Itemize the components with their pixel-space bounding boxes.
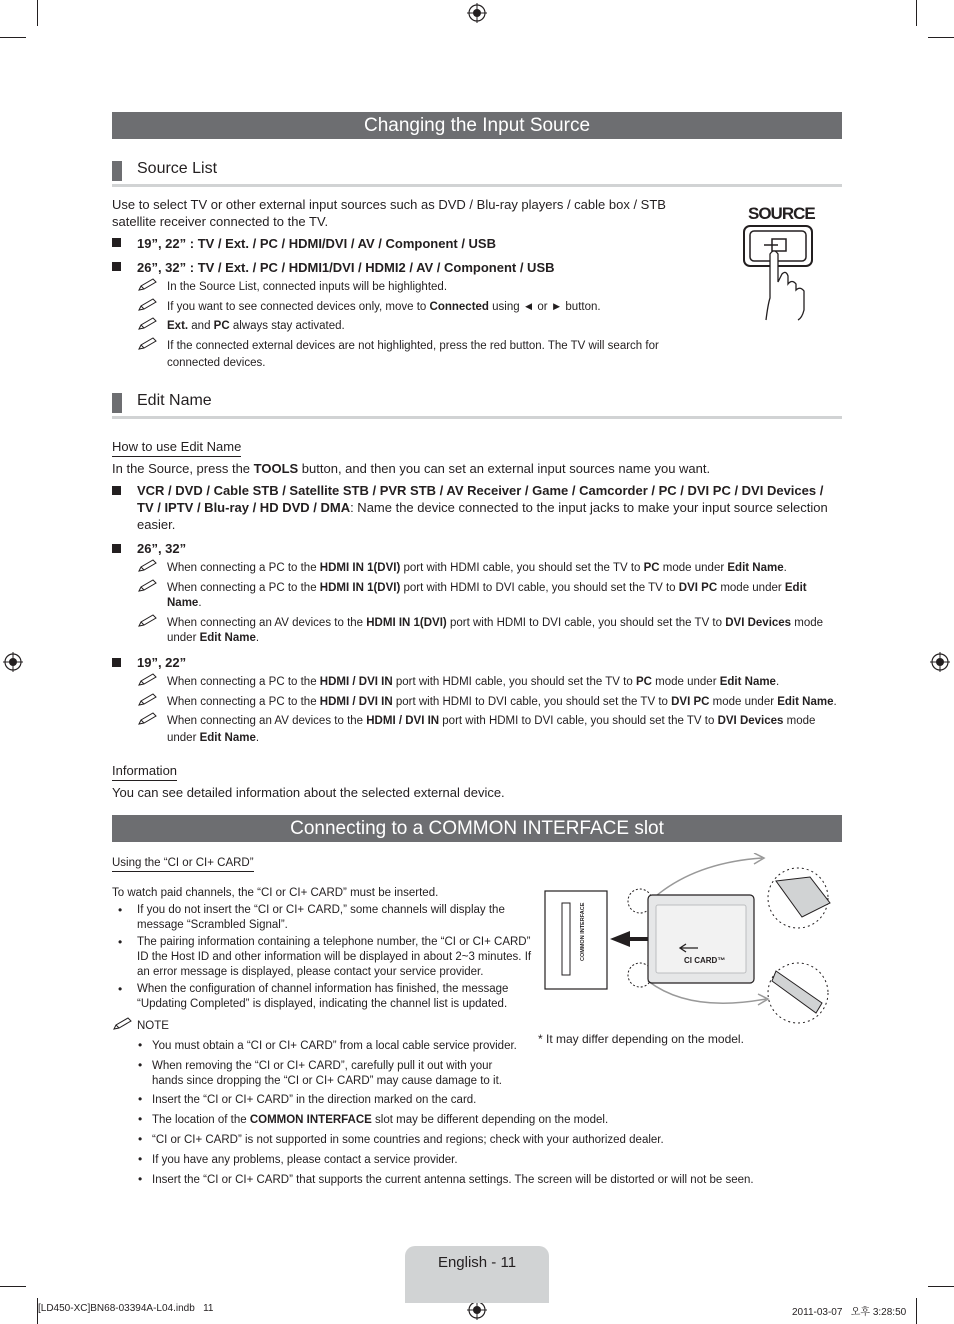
note-text: When connecting a PC to the HDMI / DVI IN port with HDMI cable, you should set the TV to PC mode under Edit Name. [167,676,780,688]
crop-mark [916,0,917,26]
note-pencil-icon [137,278,159,292]
note-pencil-icon [137,693,159,707]
note-text: Ext. and PC always stay activated. [167,320,345,332]
ci-note: When removing the “CI or CI+ CARD”, carefully pull it out with your [152,1060,493,1072]
ci-bullet-line: message “Scrambled Signal”. [137,919,288,931]
subsection-heading [112,160,842,187]
heading-text: Source List [137,160,218,177]
bullet-square-icon [112,486,121,495]
ci-bullet-line: When the configuration of channel information has finished, the message [137,983,509,995]
source-label: SOURCE [748,204,815,223]
bullet-dot-icon: • [138,1152,143,1166]
note-pencil-icon [137,673,159,687]
bullet-dot-icon: • [138,1132,143,1146]
size-bullet: 26”, 32” [137,541,187,556]
diagram-caption: * It may differ depending on the model. [538,1032,744,1046]
note-text: When connecting an AV devices to the HDMI IN 1(DVI) port with HDMI to DVI cable, you should set the TV to DVI Devices mode [167,617,824,629]
file-info: [LD450-XC]BN68-03394A-L04.indb 11 [38,1303,214,1314]
note-text: When connecting a PC to the HDMI IN 1(DVI) port with HDMI to DVI cable, you should set the TV to DVI PC mode under Edit [167,582,807,594]
note-text: Name. [167,597,202,609]
bullet-dot-icon: • [138,1058,143,1072]
source-button-illustration [742,202,822,327]
note-text: In the Source List, connected inputs will be highlighted. [167,281,448,293]
information-text: You can see detailed information about the selected external device. [112,785,505,800]
note-pencil-icon [137,579,159,593]
note-pencil-icon [137,712,159,726]
registration-mark-icon [3,652,23,672]
information-heading: Information [112,763,177,781]
ci-note: Insert the “CI or CI+ CARD” that supports the current antenna settings. The screen will be distorted or will not be seen. [152,1174,754,1186]
bullet-dot-icon: • [118,935,123,949]
note-pencil-icon [112,1017,134,1031]
bullet-square-icon [112,262,121,271]
registration-mark-icon [467,1300,487,1320]
ci-bullet-line: “Updating Completed” is displayed, indicating the channel list is updated. [137,998,508,1010]
crop-mark [0,1286,26,1287]
note-text: under Edit Name. [167,732,260,744]
ci-bullet-line: If you do not insert the “CI or CI+ CARD,” some channels will display the [137,904,505,916]
note-text: under Edit Name. [167,632,260,644]
bullet-dot-icon: • [138,1112,143,1126]
heading-marker [112,393,122,413]
bullet-dot-icon: • [118,903,123,917]
bullet-square-icon [112,658,121,667]
bullet-dot-icon: • [138,1038,143,1052]
note-text: When connecting a PC to the HDMI / DVI IN port with HDMI to DVI cable, you should set the TV to DVI PC mode under Edit Name. [167,696,837,708]
heading-marker [112,161,122,181]
page-number-tab [405,1246,549,1303]
bullet-dot-icon: • [138,1172,143,1186]
bullet-dot-icon: • [138,1092,143,1106]
source-button-icon [742,224,822,324]
note-pencil-icon [137,337,159,351]
section-title: Connecting to a COMMON INTERFACE slot [112,815,842,842]
note-pencil-icon [137,559,159,573]
note-pencil-icon [137,614,159,628]
crop-mark [928,1286,954,1287]
registration-mark-icon [467,3,487,23]
slot-label: COMMON INTERFACE [580,902,586,961]
crop-mark [916,1298,917,1324]
using-heading: Using the “CI or CI+ CARD” [112,857,254,872]
note-pencil-icon [137,298,159,312]
crop-mark [0,37,26,38]
note-text: When connecting an AV devices to the HDMI / DVI IN port with HDMI to DVI cable, you should set the TV to DVI Devices mode [167,715,816,727]
page-number: English - 11 [437,1254,517,1271]
ci-note: You must obtain a “CI or CI+ CARD” from a local cable service provider. [152,1040,517,1052]
ci-bullet-line: The pairing information containing a telephone number, the “CI or CI+ CARD” [137,936,531,948]
ci-note: If you have any problems, please contact a service provider. [152,1154,458,1166]
note-label: NOTE [137,1020,169,1032]
crop-mark [37,0,38,26]
crop-mark [928,37,954,38]
note-text: If you want to see connected devices only, move to Connected using ◄ or ► button. [167,301,601,313]
ci-note: “CI or CI+ CARD” is not supported in some countries and regions; check with your authorized dealer. [152,1134,664,1146]
print-datetime: 2011-03-07 오후 3:28:50 [792,1307,907,1318]
card-label: CI CARD™ [684,956,726,965]
bullet-square-icon [112,544,121,553]
source-list-bullet: 19”, 22” : TV / Ext. / PC / HDMI/DVI / AV / Component / USB [137,236,496,251]
section-title: Changing the Input Source [112,112,842,139]
heading-text: Edit Name [137,392,212,409]
ci-note: Insert the “CI or CI+ CARD” in the direction marked on the card. [152,1094,477,1106]
bullet-square-icon [112,238,121,247]
how-to-heading: How to use Edit Name [112,439,241,457]
ci-note: The location of the COMMON INTERFACE slot may be different depending on the model. [152,1114,609,1126]
subsection-heading [112,392,842,419]
bullet-dot-icon: • [118,982,123,996]
ci-bullet-line: an error message is displayed, please contact your service provider. [137,966,484,978]
note-text: If the connected external devices are not highlighted, press the red button. The TV will search for connected devices. [167,340,659,369]
intro-text: Use to select TV or other external input sources such as DVD / Blu-ray players / cable box / STB satellite receiver connected to the TV. [112,197,666,229]
ci-note: hands since dropping the “CI or CI+ CARD” may cause damage to it. [152,1075,502,1087]
note-pencil-icon [137,317,159,331]
ci-bullet-line: ID the Host ID and other information will be displayed in about 2~3 minutes. If [137,951,532,963]
how-to-text: In the Source, press the TOOLS button, and then you can set an external input sources name you want. [112,461,711,476]
registration-mark-icon [930,652,950,672]
size-bullet: 19”, 22” [137,655,187,670]
source-list-bullet: 26”, 32” : TV / Ext. / PC / HDMI1/DVI / HDMI2 / AV / Component / USB [137,260,555,275]
ci-intro: To watch paid channels, the “CI or CI+ CARD” must be inserted. [112,887,439,899]
note-text: When connecting a PC to the HDMI IN 1(DVI) port with HDMI cable, you should set the TV to PC mode under Edit Name. [167,562,787,574]
ci-card-diagram [540,853,840,1031]
device-list-bullet: VCR / DVD / Cable STB / Satellite STB / PVR STB / AV Receiver / Game / Camcorder / PC / DVI PC / DVI Devices / TV / IPTV / Blu-ray / HD DVD / DMA: Name the device connected to the input jacks to make your input source selection easier. [137,483,828,532]
